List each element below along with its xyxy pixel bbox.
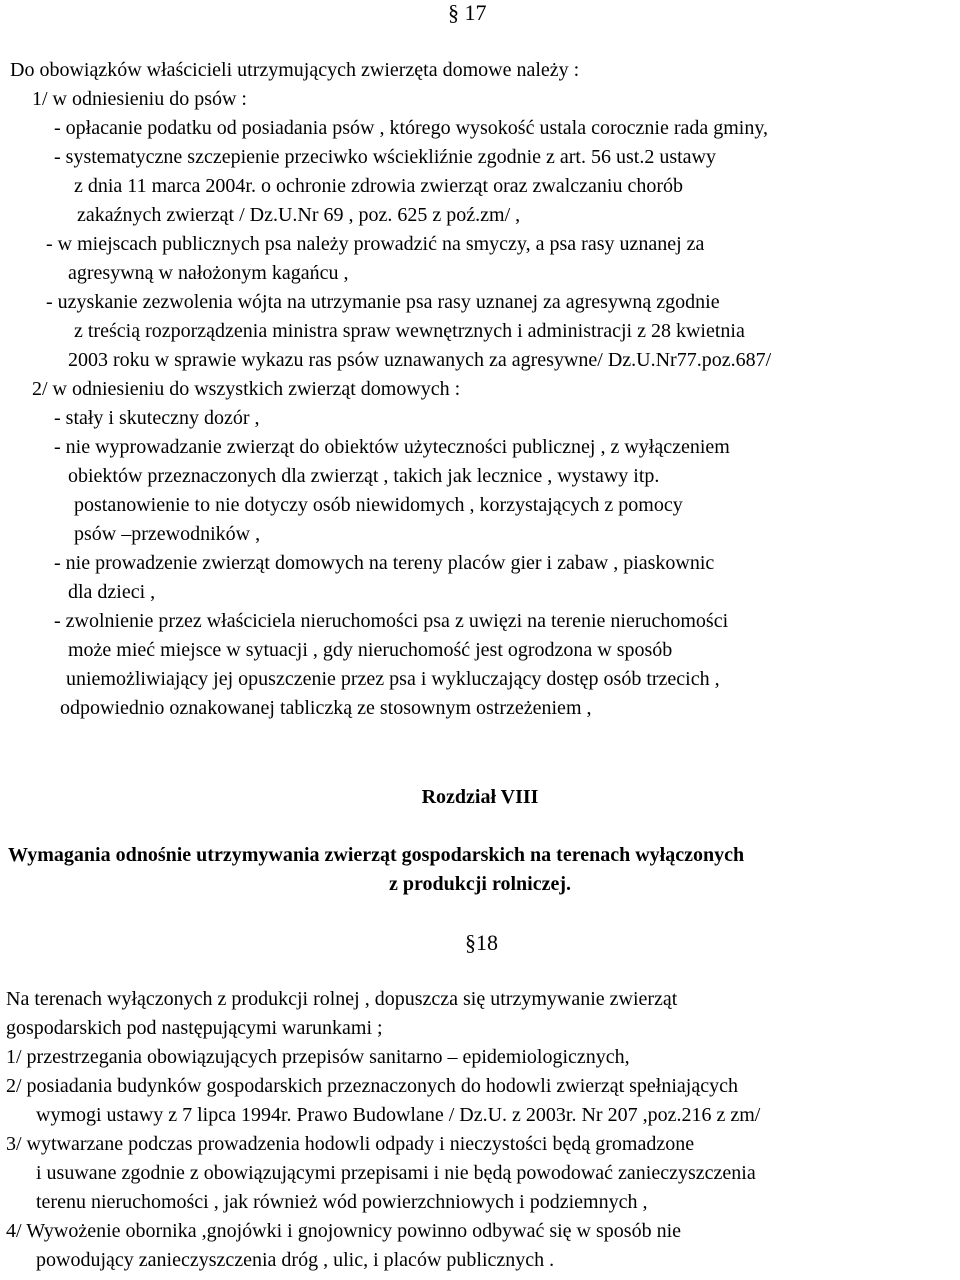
section-18-mark: §18 — [465, 930, 498, 955]
section-17-line: 2003 roku w sprawie wykazu ras psów uznawanych za agresywne/ Dz.U.Nr77.poz.687/ — [68, 349, 772, 371]
section-17-line: postanowienie to nie dotyczy osób niewidomych , korzystających z pomocy — [74, 494, 683, 516]
section-17-line: - uzyskanie zezwolenia wójta na utrzymanie psa rasy uznanej za agresywną zgodnie — [46, 291, 720, 313]
section-17-line: psów –przewodników , — [74, 523, 261, 545]
section-17-line: 2/ w odniesieniu do wszystkich zwierząt domowych : — [32, 378, 461, 400]
section-17-line: odpowiednio oznakowanej tabliczką ze stosownym ostrzeżeniem , — [60, 697, 592, 719]
section-17-line: agresywną w nałożonym kagańcu , — [68, 262, 349, 284]
section-17-line: - zwolnienie przez właściciela nieruchomości psa z uwięzi na terenie nieruchomości — [54, 610, 729, 632]
section-17-line: dla dzieci , — [68, 581, 156, 603]
section-18-line: gospodarskich pod następującymi warunkami ; — [6, 1017, 383, 1039]
section-17-line: - w miejscach publicznych psa należy prowadzić na smyczy, a psa rasy uznanej za — [46, 233, 705, 255]
section-17-line: z dnia 11 marca 2004r. o ochronie zdrowia zwierząt oraz zwalczaniu chorób — [74, 175, 683, 197]
chapter-heading-line: Wymagania odnośnie utrzymywania zwierząt gospodarskich na terenach wyłączonych — [8, 844, 745, 866]
section-18-line: terenu nieruchomości , jak również wód powierzchniowych i podziemnych , — [36, 1191, 648, 1213]
section-17-line: może mieć miejsce w sytuacji , gdy nieruchomość jest ogrodzona w sposób — [68, 639, 673, 661]
section-17-line: - nie prowadzenie zwierząt domowych na tereny placów gier i zabaw , piaskownic — [54, 552, 715, 574]
section-17-line: - stały i skuteczny dozór , — [54, 407, 260, 429]
section-18-line: 2/ posiadania budynków gospodarskich przeznaczonych do hodowli zwierząt spełniających — [6, 1075, 738, 1097]
section-18-line: 4/ Wywożenie obornika ,gnojówki i gnojownicy powinno odbywać się w sposób nie — [6, 1220, 681, 1242]
section-17-line: uniemożliwiający jej opuszczenie przez psa i wykluczający dostęp osób trzecich , — [66, 668, 720, 690]
section-17-line: 1/ w odniesieniu do psów : — [32, 88, 247, 110]
chapter-heading-line: z produkcji rolniczej. — [388, 873, 572, 895]
section-18-line: 1/ przestrzegania obowiązujących przepisów sanitarno – epidemiologicznych, — [6, 1046, 630, 1068]
section-18-line: powodujący zanieczyszczenia dróg , ulic, i placów publicznych . — [36, 1249, 555, 1271]
section-17-mark: § 17 — [448, 0, 487, 25]
section-17-line: - opłacanie podatku od posiadania psów , którego wysokość ustala corocznie rada gminy, — [54, 117, 769, 139]
section-17-line: obiektów przeznaczonych dla zwierząt , takich jak lecznice , wystawy itp. — [68, 465, 660, 487]
section-17-line: - systematyczne szczepienie przeciwko wściekliźnie zgodnie z art. 56 ust.2 ustawy — [54, 146, 716, 168]
section-17-line: Do obowiązków właścicieli utrzymujących zwierzęta domowe należy : — [10, 59, 580, 81]
chapter-title: Rozdział VIII — [421, 786, 539, 808]
section-17-line: - nie wyprowadzanie zwierząt do obiektów użyteczności publicznej , z wyłączeniem — [54, 436, 730, 458]
section-18-line: 3/ wytwarzane podczas prowadzenia hodowli odpady i nieczystości będą gromadzone — [6, 1133, 695, 1155]
section-18-line: i usuwane zgodnie z obowiązującymi przepisami i nie będą powodować zanieczyszczenia — [36, 1162, 756, 1184]
section-17-line: zakaźnych zwierząt / Dz.U.Nr 69 , poz. 625 z poź.zm/ , — [77, 204, 521, 226]
section-18-line: wymogi ustawy z 7 lipca 1994r. Prawo Budowlane / Dz.U. z 2003r. Nr 207 ,poz.216 z zm/ — [36, 1104, 761, 1126]
section-18-line: Na terenach wyłączonych z produkcji rolnej , dopuszcza się utrzymywanie zwierząt — [6, 988, 678, 1010]
section-17-line: z treścią rozporządzenia ministra spraw wewnętrznych i administracji z 28 kwietnia — [74, 320, 745, 342]
